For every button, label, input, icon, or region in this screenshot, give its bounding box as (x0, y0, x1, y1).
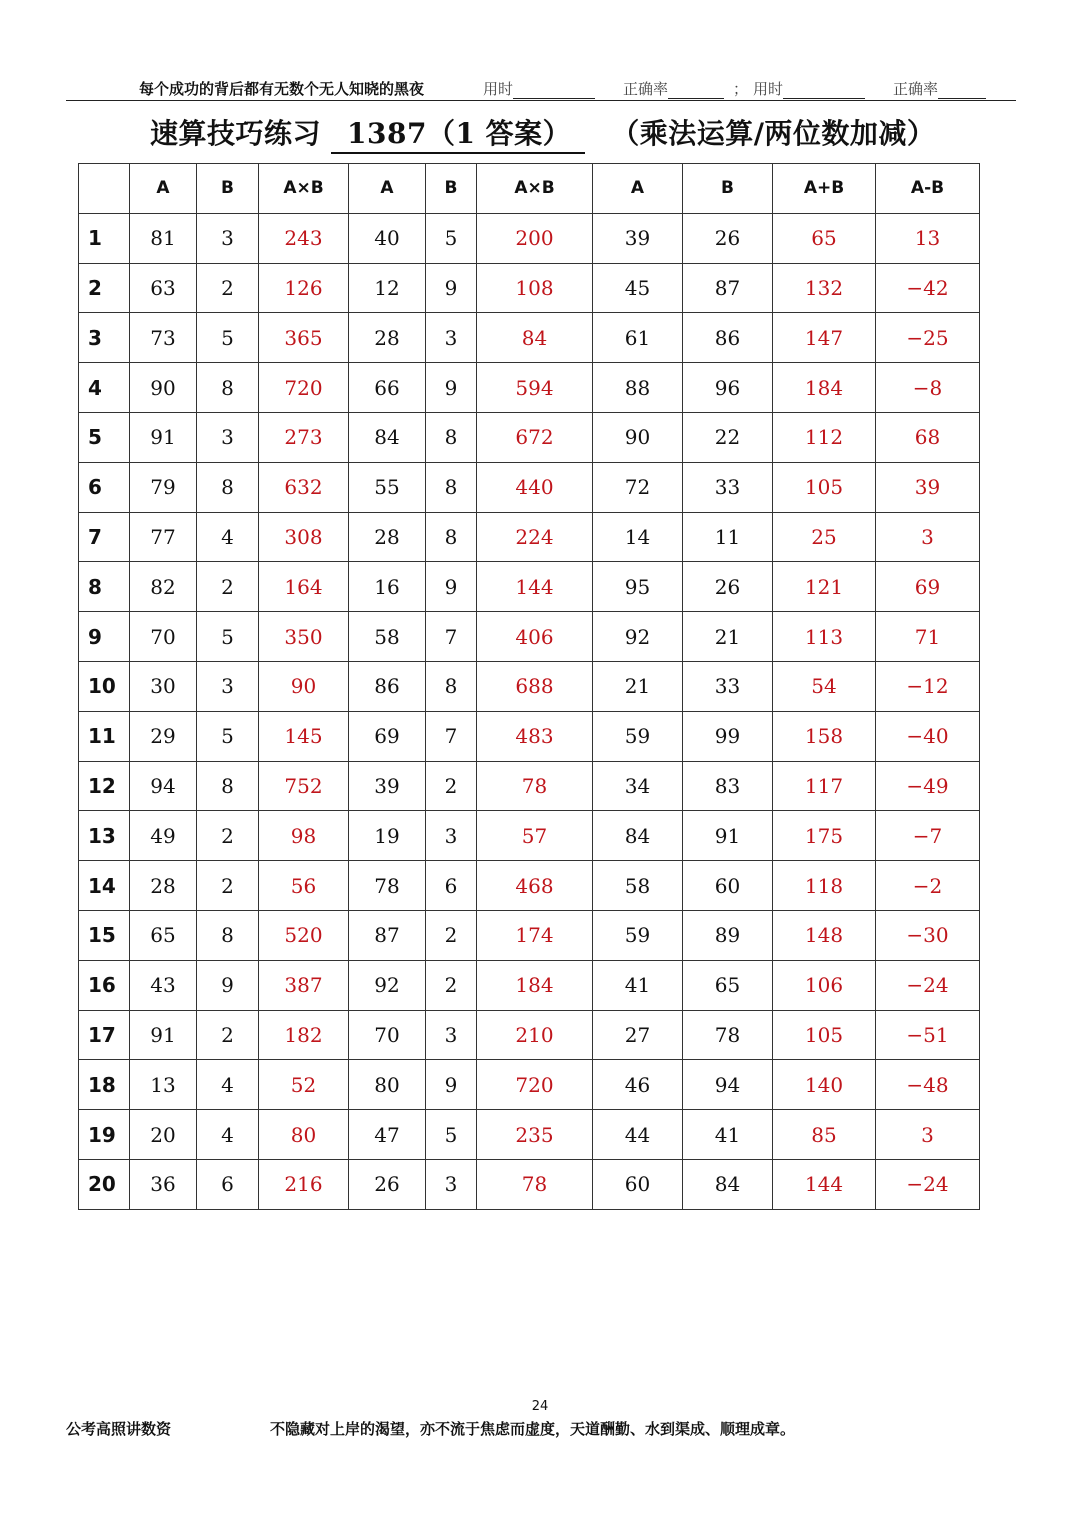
answer-cell: 13 (876, 213, 980, 263)
answer-cell: 3 (876, 512, 980, 562)
answer-cell: 57 (477, 811, 593, 861)
table-row (79, 1010, 980, 1060)
time-label-1: 用时 (483, 80, 514, 98)
answer-cell: 468 (477, 861, 593, 911)
operand-cell: 40 (349, 213, 426, 263)
operand-cell: 2 (197, 811, 259, 861)
operand-cell: 2 (426, 910, 477, 960)
table-row (79, 462, 980, 512)
operand-cell: 5 (197, 612, 259, 662)
operand-cell: 26 (349, 1159, 426, 1209)
operand-cell: 9 (426, 263, 477, 313)
answer-cell: 71 (876, 612, 980, 662)
operand-cell: 58 (349, 612, 426, 662)
operand-cell: 9 (426, 562, 477, 612)
answer-cell: 140 (773, 1060, 876, 1110)
operand-cell: 55 (349, 462, 426, 512)
operand-cell: 20 (130, 1110, 197, 1160)
answer-cell: 174 (477, 910, 593, 960)
answer-cell: 158 (773, 711, 876, 761)
operand-cell: 72 (593, 462, 683, 512)
operand-cell: 2 (197, 861, 259, 911)
operand-cell: 70 (349, 1010, 426, 1060)
answer-cell: 126 (259, 263, 349, 313)
operand-cell: 21 (593, 661, 683, 711)
table-row (79, 612, 980, 662)
operand-cell: 41 (593, 960, 683, 1010)
operand-cell: 2 (426, 761, 477, 811)
operand-cell: 94 (683, 1060, 773, 1110)
answer-cell: 68 (876, 412, 980, 462)
accuracy-blank-1 (668, 84, 724, 99)
row-index: 14 (79, 861, 130, 911)
answer-cell: −2 (876, 861, 980, 911)
operand-cell: 3 (197, 213, 259, 263)
answer-cell: −40 (876, 711, 980, 761)
answer-cell: 56 (259, 861, 349, 911)
operand-cell: 92 (593, 612, 683, 662)
operand-cell: 5 (197, 313, 259, 363)
operand-cell: 78 (349, 861, 426, 911)
header-index (79, 164, 130, 214)
row-index: 3 (79, 313, 130, 363)
answer-cell: 118 (773, 861, 876, 911)
answer-cell: 98 (259, 811, 349, 861)
operand-cell: 59 (593, 711, 683, 761)
answer-cell: 520 (259, 910, 349, 960)
operand-cell: 41 (683, 1110, 773, 1160)
accuracy-field-1 (623, 78, 724, 99)
row-index: 2 (79, 263, 130, 313)
answer-cell: 144 (477, 562, 593, 612)
answer-cell: 85 (773, 1110, 876, 1160)
answer-cell: 387 (259, 960, 349, 1010)
operand-cell: 84 (349, 412, 426, 462)
operand-cell: 8 (197, 910, 259, 960)
operand-cell: 60 (683, 861, 773, 911)
table-row (79, 811, 980, 861)
operand-cell: 66 (349, 363, 426, 413)
operand-cell: 3 (426, 811, 477, 861)
operand-cell: 83 (683, 761, 773, 811)
operand-cell: 87 (349, 910, 426, 960)
operand-cell: 8 (197, 462, 259, 512)
row-index: 19 (79, 1110, 130, 1160)
time-label-2: 用时 (753, 80, 784, 98)
answer-cell: 132 (773, 263, 876, 313)
operand-cell: 12 (349, 263, 426, 313)
operand-cell: 2 (197, 1010, 259, 1060)
answer-cell: 148 (773, 910, 876, 960)
operand-cell: 3 (197, 661, 259, 711)
operand-cell: 8 (426, 661, 477, 711)
operand-cell: 22 (683, 412, 773, 462)
table-row (79, 213, 980, 263)
header-motto: 每个成功的背后都有无数个无人知晓的黑夜 (139, 80, 425, 98)
answer-cell: 78 (477, 761, 593, 811)
operand-cell: 3 (197, 412, 259, 462)
column-header: A×B (477, 164, 593, 214)
operand-cell: 77 (130, 512, 197, 562)
answer-cell: 54 (773, 661, 876, 711)
operand-cell: 70 (130, 612, 197, 662)
answer-cell: −8 (876, 363, 980, 413)
operand-cell: 73 (130, 313, 197, 363)
operand-cell: 8 (197, 363, 259, 413)
page-title (150, 112, 935, 154)
operand-cell: 47 (349, 1110, 426, 1160)
operand-cell: 28 (349, 313, 426, 363)
answer-cell: 105 (773, 1010, 876, 1060)
answer-cell: 720 (259, 363, 349, 413)
operand-cell: 78 (683, 1010, 773, 1060)
table-row (79, 562, 980, 612)
answer-cell: −42 (876, 263, 980, 313)
operand-cell: 91 (130, 1010, 197, 1060)
operand-cell: 84 (683, 1159, 773, 1209)
answer-cell: 39 (876, 462, 980, 512)
operand-cell: 30 (130, 661, 197, 711)
accuracy-label-1: 正确率 (623, 80, 669, 98)
row-index: 11 (79, 711, 130, 761)
operand-cell: 61 (593, 313, 683, 363)
table-row (79, 363, 980, 413)
practice-table (78, 163, 980, 1210)
operand-cell: 4 (197, 1060, 259, 1110)
answer-cell: 108 (477, 263, 593, 313)
table-row (79, 1110, 980, 1160)
table-row (79, 861, 980, 911)
operand-cell: 59 (593, 910, 683, 960)
operand-cell: 65 (683, 960, 773, 1010)
answer-cell: 121 (773, 562, 876, 612)
operand-cell: 34 (593, 761, 683, 811)
operand-cell: 6 (197, 1159, 259, 1209)
operand-cell: 9 (426, 363, 477, 413)
time-field-2 (753, 78, 865, 99)
answer-cell: 182 (259, 1010, 349, 1060)
title-subtitle: （乘法运算/两位数加减） (611, 117, 936, 150)
table-row (79, 661, 980, 711)
answer-cell: 147 (773, 313, 876, 363)
row-index: 20 (79, 1159, 130, 1209)
operand-cell: 2 (197, 562, 259, 612)
answer-cell: 175 (773, 811, 876, 861)
column-header: A (349, 164, 426, 214)
operand-cell: 3 (426, 1159, 477, 1209)
operand-cell: 5 (426, 1110, 477, 1160)
title-main: 速算技巧练习 (150, 117, 322, 150)
operand-cell: 39 (349, 761, 426, 811)
answer-cell: 440 (477, 462, 593, 512)
table-row (79, 761, 980, 811)
footer-right-text: 不隐藏对上岸的渴望，亦不流于焦虑而虚度，天道酬勤、水到渠成、顺理成章。 (270, 1420, 796, 1438)
header-separator: ； (733, 80, 749, 98)
time-field-1 (483, 78, 595, 99)
answer-cell: 483 (477, 711, 593, 761)
column-header: A×B (259, 164, 349, 214)
column-header: B (683, 164, 773, 214)
page-header (66, 74, 1016, 101)
operand-cell: 26 (683, 213, 773, 263)
answer-cell: 200 (477, 213, 593, 263)
answer-cell: 672 (477, 412, 593, 462)
operand-cell: 8 (426, 512, 477, 562)
row-index: 6 (79, 462, 130, 512)
answer-cell: 184 (773, 363, 876, 413)
operand-cell: 94 (130, 761, 197, 811)
operand-cell: 4 (197, 512, 259, 562)
operand-cell: 90 (593, 412, 683, 462)
operand-cell: 96 (683, 363, 773, 413)
answer-cell: −7 (876, 811, 980, 861)
answer-cell: 210 (477, 1010, 593, 1060)
row-index: 10 (79, 661, 130, 711)
operand-cell: 8 (197, 761, 259, 811)
operand-cell: 90 (130, 363, 197, 413)
operand-cell: 45 (593, 263, 683, 313)
operand-cell: 8 (426, 412, 477, 462)
answer-cell: 720 (477, 1060, 593, 1110)
answer-cell: −12 (876, 661, 980, 711)
answer-cell: 235 (477, 1110, 593, 1160)
operand-cell: 29 (130, 711, 197, 761)
table-row (79, 512, 980, 562)
answer-cell: 365 (259, 313, 349, 363)
table-body (79, 213, 980, 1209)
answer-cell: 224 (477, 512, 593, 562)
operand-cell: 3 (426, 313, 477, 363)
answer-cell: 52 (259, 1060, 349, 1110)
answer-cell: 65 (773, 213, 876, 263)
operand-cell: 21 (683, 612, 773, 662)
operand-cell: 33 (683, 462, 773, 512)
answer-cell: 752 (259, 761, 349, 811)
operand-cell: 9 (426, 1060, 477, 1110)
answer-cell: 117 (773, 761, 876, 811)
operand-cell: 28 (349, 512, 426, 562)
operand-cell: 27 (593, 1010, 683, 1060)
operand-cell: 9 (197, 960, 259, 1010)
table-row (79, 313, 980, 363)
operand-cell: 91 (130, 412, 197, 462)
operand-cell: 80 (349, 1060, 426, 1110)
operand-cell: 89 (683, 910, 773, 960)
operand-cell: 79 (130, 462, 197, 512)
answer-cell: 594 (477, 363, 593, 413)
operand-cell: 92 (349, 960, 426, 1010)
accuracy-label-2: 正确率 (893, 80, 939, 98)
operand-cell: 49 (130, 811, 197, 861)
answer-cell: 164 (259, 562, 349, 612)
operand-cell: 60 (593, 1159, 683, 1209)
answer-cell: 406 (477, 612, 593, 662)
operand-cell: 82 (130, 562, 197, 612)
operand-cell: 36 (130, 1159, 197, 1209)
answer-cell: 90 (259, 661, 349, 711)
answer-cell: 84 (477, 313, 593, 363)
row-index: 18 (79, 1060, 130, 1110)
column-header: B (197, 164, 259, 214)
table-row (79, 1060, 980, 1110)
table-row (79, 1159, 980, 1209)
accuracy-blank-2 (938, 84, 986, 99)
answer-cell: −24 (876, 1159, 980, 1209)
operand-cell: 88 (593, 363, 683, 413)
footer-left-text: 公考高照讲数资 (66, 1420, 172, 1438)
operand-cell: 65 (130, 910, 197, 960)
answer-cell: 632 (259, 462, 349, 512)
row-index: 5 (79, 412, 130, 462)
answer-cell: 243 (259, 213, 349, 263)
answer-cell: 688 (477, 661, 593, 711)
row-index: 12 (79, 761, 130, 811)
operand-cell: 63 (130, 263, 197, 313)
answer-cell: 78 (477, 1159, 593, 1209)
operand-cell: 46 (593, 1060, 683, 1110)
column-header: A (130, 164, 197, 214)
answer-cell: 69 (876, 562, 980, 612)
row-index: 15 (79, 910, 130, 960)
row-index: 9 (79, 612, 130, 662)
table-row (79, 960, 980, 1010)
answer-cell: 145 (259, 711, 349, 761)
operand-cell: 99 (683, 711, 773, 761)
row-index: 16 (79, 960, 130, 1010)
row-index: 1 (79, 213, 130, 263)
answer-cell: 106 (773, 960, 876, 1010)
column-header: A (593, 164, 683, 214)
answer-cell: 273 (259, 412, 349, 462)
operand-cell: 16 (349, 562, 426, 612)
operand-cell: 11 (683, 512, 773, 562)
operand-cell: 86 (683, 313, 773, 363)
answer-cell: −24 (876, 960, 980, 1010)
operand-cell: 44 (593, 1110, 683, 1160)
operand-cell: 91 (683, 811, 773, 861)
operand-cell: 14 (593, 512, 683, 562)
column-header: A+B (773, 164, 876, 214)
operand-cell: 7 (426, 711, 477, 761)
answer-cell: −49 (876, 761, 980, 811)
operand-cell: 2 (426, 960, 477, 1010)
operand-cell: 4 (197, 1110, 259, 1160)
operand-cell: 28 (130, 861, 197, 911)
answer-cell: −30 (876, 910, 980, 960)
accuracy-field-2 (893, 78, 986, 99)
answer-cell: 350 (259, 612, 349, 662)
operand-cell: 86 (349, 661, 426, 711)
answer-cell: −25 (876, 313, 980, 363)
operand-cell: 69 (349, 711, 426, 761)
operand-cell: 43 (130, 960, 197, 1010)
time-blank-2 (783, 84, 865, 99)
operand-cell: 7 (426, 612, 477, 662)
answer-cell: 3 (876, 1110, 980, 1160)
operand-cell: 81 (130, 213, 197, 263)
operand-cell: 33 (683, 661, 773, 711)
answer-cell: 105 (773, 462, 876, 512)
operand-cell: 8 (426, 462, 477, 512)
operand-cell: 19 (349, 811, 426, 861)
table-header-row (79, 164, 980, 214)
row-index: 7 (79, 512, 130, 562)
time-blank-1 (513, 84, 595, 99)
table-row (79, 711, 980, 761)
title-number: 1387（1 答案） (331, 112, 585, 154)
answer-cell: 113 (773, 612, 876, 662)
answer-cell: −48 (876, 1060, 980, 1110)
answer-cell: 184 (477, 960, 593, 1010)
operand-cell: 58 (593, 861, 683, 911)
table-row (79, 412, 980, 462)
operand-cell: 39 (593, 213, 683, 263)
page-number: 24 (531, 1399, 549, 1414)
operand-cell: 6 (426, 861, 477, 911)
operand-cell: 87 (683, 263, 773, 313)
column-header: B (426, 164, 477, 214)
row-index: 4 (79, 363, 130, 413)
operand-cell: 13 (130, 1060, 197, 1110)
operand-cell: 5 (426, 213, 477, 263)
column-header: A-B (876, 164, 980, 214)
answer-cell: 112 (773, 412, 876, 462)
answer-cell: −51 (876, 1010, 980, 1060)
answer-cell: 80 (259, 1110, 349, 1160)
table-row (79, 910, 980, 960)
operand-cell: 3 (426, 1010, 477, 1060)
operand-cell: 5 (197, 711, 259, 761)
table-row (79, 263, 980, 313)
row-index: 17 (79, 1010, 130, 1060)
answer-cell: 25 (773, 512, 876, 562)
answer-cell: 216 (259, 1159, 349, 1209)
answer-cell: 144 (773, 1159, 876, 1209)
operand-cell: 26 (683, 562, 773, 612)
operand-cell: 2 (197, 263, 259, 313)
row-index: 8 (79, 562, 130, 612)
row-index: 13 (79, 811, 130, 861)
operand-cell: 84 (593, 811, 683, 861)
answer-cell: 308 (259, 512, 349, 562)
operand-cell: 95 (593, 562, 683, 612)
